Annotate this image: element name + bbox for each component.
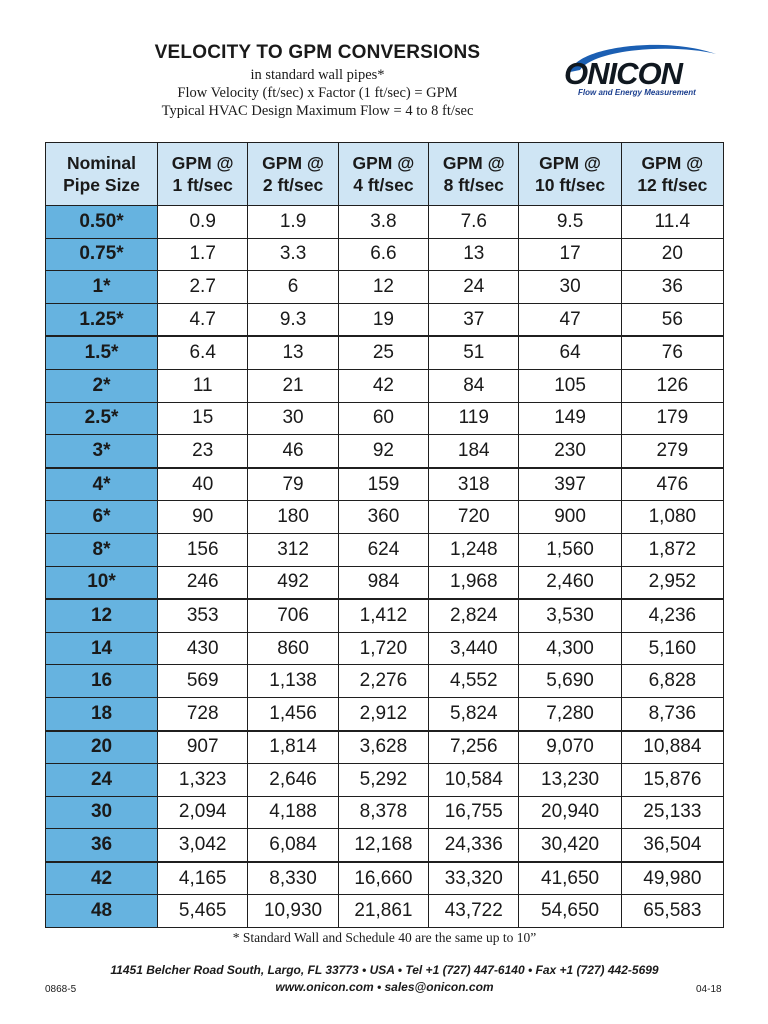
table-row <box>46 862 724 895</box>
header-line: 8 ft/sec <box>443 175 504 195</box>
gpm-cell: 728 <box>158 697 248 730</box>
header-line: 10 ft/sec <box>535 175 606 195</box>
gpm-cell: 16,755 <box>429 796 519 829</box>
gpm-cell: 25,133 <box>621 796 723 829</box>
gpm-cell: 569 <box>158 665 248 698</box>
gpm-cell: 119 <box>429 402 519 435</box>
gpm-cell: 7,280 <box>519 697 621 730</box>
gpm-cell: 126 <box>621 369 723 402</box>
document-header <box>0 0 768 140</box>
gpm-cell: 30 <box>519 271 621 304</box>
gpm-cell: 30 <box>248 402 338 435</box>
gpm-cell: 51 <box>429 336 519 369</box>
gpm-cell: 16,660 <box>338 862 428 895</box>
pipe-size-cell: 1* <box>46 271 158 304</box>
gpm-cell: 7,256 <box>429 731 519 764</box>
gpm-cell: 2,824 <box>429 599 519 632</box>
table-row <box>46 238 724 271</box>
header-line: Pipe Size <box>63 175 140 195</box>
pipe-size-cell: 2* <box>46 369 158 402</box>
table-row <box>46 632 724 665</box>
document-title: VELOCITY TO GPM CONVERSIONS <box>154 42 481 63</box>
gpm-cell: 4.7 <box>158 303 248 336</box>
gpm-cell: 2,912 <box>338 697 428 730</box>
gpm-cell: 11.4 <box>621 206 723 239</box>
gpm-cell: 5,824 <box>429 697 519 730</box>
gpm-cell: 430 <box>158 632 248 665</box>
gpm-cell: 984 <box>338 566 428 599</box>
pipe-size-cell: 20 <box>46 731 158 764</box>
gpm-cell: 13 <box>248 336 338 369</box>
gpm-cell: 159 <box>338 468 428 501</box>
gpm-cell: 46 <box>248 435 338 468</box>
gpm-cell: 25 <box>338 336 428 369</box>
header-line: GPM @ <box>171 153 234 173</box>
gpm-cell: 2,094 <box>158 796 248 829</box>
gpm-cell: 5,690 <box>519 665 621 698</box>
gpm-cell: 65,583 <box>621 895 723 928</box>
header-gpm-col-6 <box>621 143 723 206</box>
footer-web-email: www.onicon.com • sales@onicon.com <box>275 980 494 994</box>
gpm-cell: 318 <box>429 468 519 501</box>
gpm-cell: 40 <box>158 468 248 501</box>
gpm-cell: 33,320 <box>429 862 519 895</box>
gpm-cell: 230 <box>519 435 621 468</box>
gpm-cell: 19 <box>338 303 428 336</box>
gpm-cell: 9.3 <box>248 303 338 336</box>
gpm-cell: 4,552 <box>429 665 519 698</box>
pipe-size-cell: 4* <box>46 468 158 501</box>
gpm-cell: 6,084 <box>248 829 338 862</box>
gpm-cell: 3,042 <box>158 829 248 862</box>
gpm-cell: 246 <box>158 566 248 599</box>
gpm-cell: 3,440 <box>429 632 519 665</box>
gpm-cell: 6,828 <box>621 665 723 698</box>
table-header-row <box>46 143 724 206</box>
gpm-cell: 20,940 <box>519 796 621 829</box>
gpm-cell: 4,300 <box>519 632 621 665</box>
gpm-cell: 184 <box>429 435 519 468</box>
gpm-cell: 1,323 <box>158 764 248 797</box>
gpm-cell: 7.6 <box>429 206 519 239</box>
table-row <box>46 271 724 304</box>
header-line: 12 ft/sec <box>637 175 708 195</box>
gpm-cell: 179 <box>621 402 723 435</box>
gpm-cell: 49,980 <box>621 862 723 895</box>
gpm-cell: 1,412 <box>338 599 428 632</box>
pipe-size-cell: 42 <box>46 862 158 895</box>
onicon-logo <box>556 36 726 106</box>
gpm-cell: 476 <box>621 468 723 501</box>
gpm-cell: 5,160 <box>621 632 723 665</box>
gpm-cell: 11 <box>158 369 248 402</box>
pipe-size-cell: 24 <box>46 764 158 797</box>
gpm-cell: 24,336 <box>429 829 519 862</box>
gpm-cell: 41,650 <box>519 862 621 895</box>
pipe-size-cell: 14 <box>46 632 158 665</box>
header-line: 1 ft/sec <box>172 175 233 195</box>
header-gpm-col-5 <box>519 143 621 206</box>
pipe-size-cell: 30 <box>46 796 158 829</box>
header-line: GPM @ <box>352 153 415 173</box>
table-row <box>46 599 724 632</box>
gpm-cell: 13,230 <box>519 764 621 797</box>
table-row <box>46 829 724 862</box>
logo-wordmark: ONICON <box>564 56 682 91</box>
gpm-cell: 1,080 <box>621 501 723 534</box>
gpm-cell: 3.8 <box>338 206 428 239</box>
gpm-cell: 1.9 <box>248 206 338 239</box>
table-row <box>46 501 724 534</box>
gpm-cell: 624 <box>338 533 428 566</box>
table-row <box>46 303 724 336</box>
pipe-size-cell: 48 <box>46 895 158 928</box>
gpm-cell: 1,872 <box>621 533 723 566</box>
pipe-size-cell: 16 <box>46 665 158 698</box>
gpm-cell: 2,276 <box>338 665 428 698</box>
table-row <box>46 665 724 698</box>
pipe-size-cell: 10* <box>46 566 158 599</box>
gpm-cell: 907 <box>158 731 248 764</box>
gpm-cell: 64 <box>519 336 621 369</box>
gpm-cell: 720 <box>429 501 519 534</box>
gpm-cell: 1,968 <box>429 566 519 599</box>
gpm-cell: 84 <box>429 369 519 402</box>
gpm-cell: 860 <box>248 632 338 665</box>
gpm-cell: 36 <box>621 271 723 304</box>
gpm-cell: 79 <box>248 468 338 501</box>
subtitle-hvac-flow: Typical HVAC Design Maximum Flow = 4 to 8 ft/sec <box>161 103 474 119</box>
gpm-cell: 8,378 <box>338 796 428 829</box>
gpm-cell: 12 <box>338 271 428 304</box>
gpm-cell: 36,504 <box>621 829 723 862</box>
gpm-cell: 15 <box>158 402 248 435</box>
gpm-cell: 2,460 <box>519 566 621 599</box>
header-gpm-col-3 <box>338 143 428 206</box>
gpm-cell: 56 <box>621 303 723 336</box>
pipe-size-cell: 2.5* <box>46 402 158 435</box>
gpm-cell: 6.4 <box>158 336 248 369</box>
gpm-cell: 353 <box>158 599 248 632</box>
gpm-cell: 156 <box>158 533 248 566</box>
table-row <box>46 697 724 730</box>
header-gpm-col-4 <box>429 143 519 206</box>
pipe-size-cell: 12 <box>46 599 158 632</box>
gpm-cell: 8,330 <box>248 862 338 895</box>
gpm-cell: 15,876 <box>621 764 723 797</box>
document-number: 0868-5 <box>45 984 77 995</box>
pipe-size-cell: 3* <box>46 435 158 468</box>
gpm-cell: 5,465 <box>158 895 248 928</box>
gpm-cell: 105 <box>519 369 621 402</box>
header-line: 4 ft/sec <box>353 175 414 195</box>
gpm-cell: 312 <box>248 533 338 566</box>
subtitle-standard-wall: in standard wall pipes* <box>250 67 385 83</box>
gpm-cell: 149 <box>519 402 621 435</box>
header-pipe-size <box>46 143 158 206</box>
header-gpm-col-1 <box>158 143 248 206</box>
gpm-cell: 492 <box>248 566 338 599</box>
gpm-cell: 8,736 <box>621 697 723 730</box>
gpm-cell: 76 <box>621 336 723 369</box>
footnote: * Standard Wall and Schedule 40 are the same up to 10” <box>232 930 537 945</box>
gpm-cell: 2,646 <box>248 764 338 797</box>
gpm-cell: 279 <box>621 435 723 468</box>
gpm-cell: 360 <box>338 501 428 534</box>
gpm-cell: 4,188 <box>248 796 338 829</box>
header-line: GPM @ <box>442 153 505 173</box>
table-row <box>46 731 724 764</box>
gpm-cell: 6.6 <box>338 238 428 271</box>
table-row <box>46 402 724 435</box>
table-row <box>46 796 724 829</box>
gpm-cell: 9,070 <box>519 731 621 764</box>
pipe-size-cell: 6* <box>46 501 158 534</box>
table-header <box>46 143 724 206</box>
gpm-cell: 180 <box>248 501 338 534</box>
table-row <box>46 566 724 599</box>
header-line: GPM @ <box>262 153 324 173</box>
gpm-cell: 42 <box>338 369 428 402</box>
header-line: GPM @ <box>539 153 601 173</box>
gpm-cell: 90 <box>158 501 248 534</box>
document-date-code: 04-18 <box>696 984 722 995</box>
gpm-cell: 21 <box>248 369 338 402</box>
logo-tagline: Flow and Energy Measurement <box>578 88 696 97</box>
pipe-size-cell: 0.50* <box>46 206 158 239</box>
gpm-cell: 3,628 <box>338 731 428 764</box>
gpm-cell: 9.5 <box>519 206 621 239</box>
pipe-size-cell: 1.5* <box>46 336 158 369</box>
gpm-cell: 1.7 <box>158 238 248 271</box>
gpm-cell: 37 <box>429 303 519 336</box>
gpm-cell: 10,584 <box>429 764 519 797</box>
gpm-cell: 1,456 <box>248 697 338 730</box>
gpm-cell: 1,248 <box>429 533 519 566</box>
gpm-cell: 3,530 <box>519 599 621 632</box>
gpm-cell: 23 <box>158 435 248 468</box>
pipe-size-cell: 1.25* <box>46 303 158 336</box>
gpm-cell: 43,722 <box>429 895 519 928</box>
gpm-cell: 3.3 <box>248 238 338 271</box>
gpm-cell: 92 <box>338 435 428 468</box>
table-row <box>46 895 724 928</box>
gpm-cell: 1,814 <box>248 731 338 764</box>
gpm-cell: 47 <box>519 303 621 336</box>
gpm-cell: 21,861 <box>338 895 428 928</box>
header-line: 2 ft/sec <box>262 175 324 195</box>
gpm-cell: 706 <box>248 599 338 632</box>
gpm-cell: 5,292 <box>338 764 428 797</box>
table-body <box>46 206 724 928</box>
pipe-size-cell: 18 <box>46 697 158 730</box>
gpm-cell: 24 <box>429 271 519 304</box>
table-row <box>46 764 724 797</box>
gpm-cell: 2,952 <box>621 566 723 599</box>
footer-address: 11451 Belcher Road South, Largo, FL 33773 • USA • Tel +1 (727) 447-6140 • Fax +1 (727) 442-5699 <box>110 963 659 977</box>
table-row <box>46 206 724 239</box>
table-row <box>46 468 724 501</box>
table-row <box>46 336 724 369</box>
gpm-cell: 1,138 <box>248 665 338 698</box>
gpm-cell: 30,420 <box>519 829 621 862</box>
gpm-cell: 4,165 <box>158 862 248 895</box>
table-row <box>46 369 724 402</box>
pipe-size-cell: 36 <box>46 829 158 862</box>
table-row <box>46 533 724 566</box>
gpm-cell: 10,884 <box>621 731 723 764</box>
header-gpm-col-2 <box>248 143 338 206</box>
conversion-table <box>45 142 724 928</box>
table-row <box>46 435 724 468</box>
gpm-cell: 20 <box>621 238 723 271</box>
gpm-cell: 12,168 <box>338 829 428 862</box>
gpm-cell: 13 <box>429 238 519 271</box>
header-line: Nominal <box>66 153 137 173</box>
gpm-cell: 2.7 <box>158 271 248 304</box>
gpm-cell: 17 <box>519 238 621 271</box>
gpm-cell: 900 <box>519 501 621 534</box>
gpm-cell: 4,236 <box>621 599 723 632</box>
gpm-cell: 0.9 <box>158 206 248 239</box>
gpm-cell: 10,930 <box>248 895 338 928</box>
gpm-cell: 1,720 <box>338 632 428 665</box>
gpm-cell: 6 <box>248 271 338 304</box>
gpm-cell: 397 <box>519 468 621 501</box>
gpm-cell: 1,560 <box>519 533 621 566</box>
pipe-size-cell: 0.75* <box>46 238 158 271</box>
gpm-cell: 60 <box>338 402 428 435</box>
pipe-size-cell: 8* <box>46 533 158 566</box>
subtitle-formula: Flow Velocity (ft/sec) x Factor (1 ft/sec) = GPM <box>177 85 458 101</box>
gpm-cell: 54,650 <box>519 895 621 928</box>
header-line: GPM @ <box>641 153 704 173</box>
